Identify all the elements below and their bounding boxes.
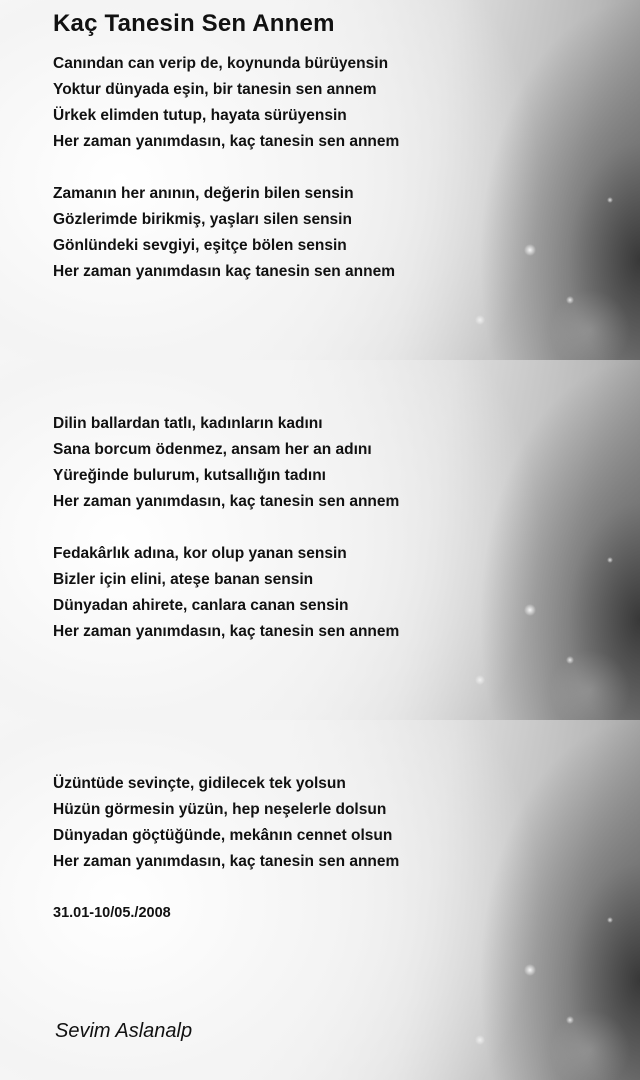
poem-line: Dünyadan ahirete, canlara canan sensin [53,597,349,614]
stanza-4 [53,541,399,645]
poem-line: Her zaman yanımdasın, kaç tanesin sen annem [53,623,400,640]
poem-line: Her zaman yanımdasın, kaç tanesin sen annem [53,493,400,510]
poem-line: Ürkek elimden tutup, hayata sürüyensin [53,107,347,124]
poem-line: Her zaman yanımdasın kaç tanesin sen annem [53,263,395,280]
poem-date: 31.01-10/05./2008 [53,905,171,921]
poem-line: Bizler için elini, ateşe banan sensin [53,571,314,588]
poem-line: Gözlerimde birikmiş, yaşları silen sensin [53,211,352,228]
poem-panel-3 [0,720,640,1080]
stanza-1 [53,51,399,155]
poem-title: Kaç Tanesin Sen Annem [53,10,335,37]
poem-line: Her zaman yanımdasın, kaç tanesin sen annem [53,853,400,870]
stanza-2 [53,181,395,285]
stanza-3 [53,411,399,515]
poem-line: Gönlündeki sevgiyi, eşitçe bölen sensin [53,237,347,254]
poem-panel-2 [0,360,640,720]
poem-line: Her zaman yanımdasın, kaç tanesin sen annem [53,133,400,150]
poem-line: Sana borcum ödenmez, ansam her an adını [53,441,372,458]
poem-line: Canından can verip de, koynunda bürüyensin [53,55,389,72]
poem-line: Fedakârlık adına, kor olup yanan sensin [53,545,347,562]
poem-panel-1 [0,0,640,360]
poem-line: Yoktur dünyada eşin, bir tanesin sen annem [53,81,377,98]
poem-line: Dilin ballardan tatlı, kadınların kadını [53,415,323,432]
poem-author: Sevim Aslanalp [55,1020,193,1042]
poem-line: Hüzün görmesin yüzün, hep neşelerle dolsun [53,801,387,818]
poem-line: Üzüntüde sevinçte, gidilecek tek yolsun [53,775,346,792]
poem-line: Zamanın her anının, değerin bilen sensin [53,185,354,202]
poem-line: Dünyadan göçtüğünde, mekânın cennet olsun [53,827,393,844]
poem-line: Yüreğinde bulurum, kutsallığın tadını [53,467,326,484]
stanza-5 [53,771,399,875]
